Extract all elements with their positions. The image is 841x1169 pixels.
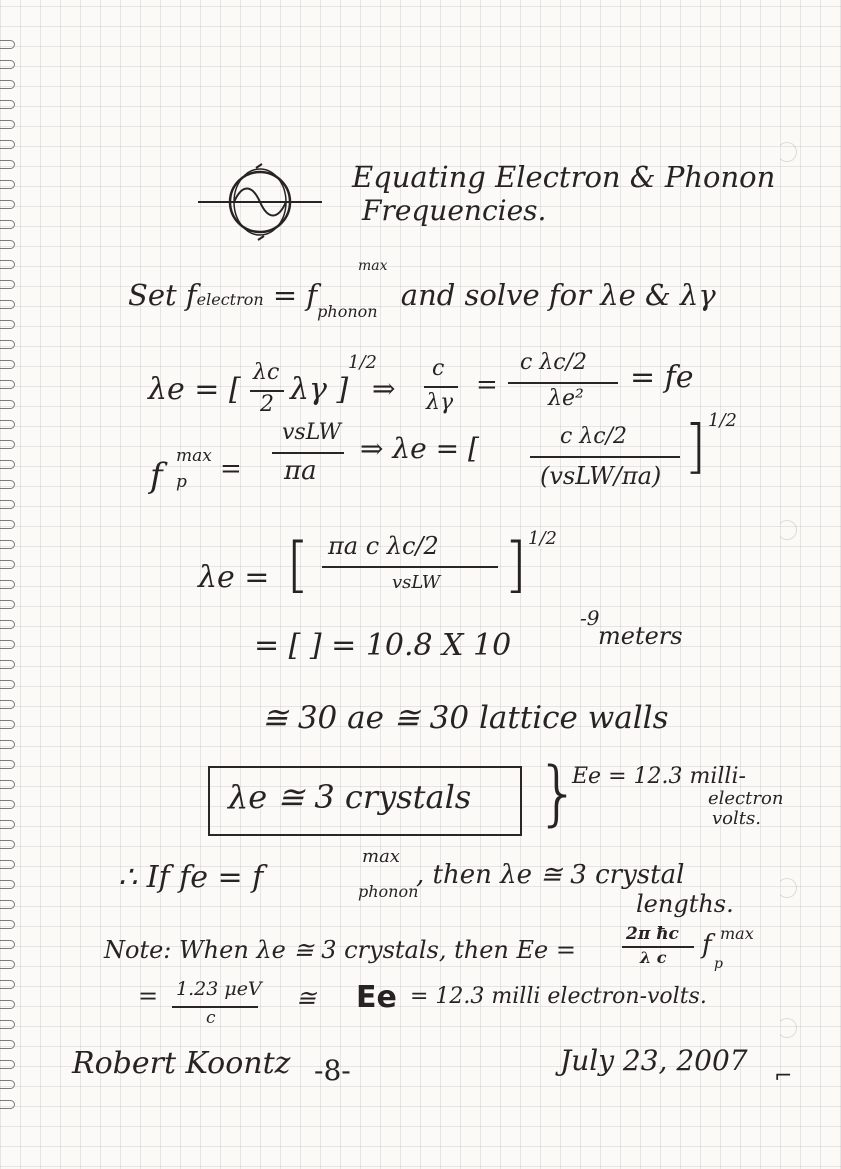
eq2-den: πa — [284, 456, 317, 486]
spiral-ring — [0, 580, 15, 589]
spiral-ring — [0, 200, 15, 209]
spiral-ring — [0, 260, 15, 269]
spiral-ring — [0, 400, 15, 409]
spiral-ring — [0, 380, 15, 389]
spiral-ring — [0, 300, 15, 309]
eq2-num: vsLW — [282, 420, 342, 445]
eq3-right-bracket: ] — [504, 530, 528, 600]
eq2-bden: (vsLW/πa) — [540, 462, 662, 490]
eq2-num-bar — [272, 452, 344, 454]
note-sub: p — [714, 956, 723, 972]
spiral-ring — [0, 980, 15, 989]
punch-hole — [777, 878, 797, 898]
energy-line3: volts. — [712, 808, 761, 829]
spiral-ring — [0, 1000, 15, 1009]
spiral-ring — [0, 1080, 15, 1089]
eq3-lhs: λe = — [198, 560, 270, 595]
eq1-lg2: λγ — [426, 390, 454, 415]
eq3-left-bracket: [ — [286, 530, 310, 600]
conclusion-sub: phonon — [358, 882, 419, 901]
spiral-ring — [0, 540, 15, 549]
set-rest: and solve for λe & λγ — [400, 278, 716, 312]
eq1-c-bar — [424, 386, 458, 388]
spiral-ring — [0, 920, 15, 929]
energy-line2: electron — [708, 788, 784, 809]
spiral-ring — [0, 240, 15, 249]
note2-rest: = 12.3 milli electron-volts. — [410, 984, 707, 1009]
spiral-ring — [0, 1020, 15, 1029]
eq5-text: ≅ 30 ae ≅ 30 lattice walls — [262, 700, 669, 736]
spiral-ring — [0, 880, 15, 889]
date: July 23, 2007 — [560, 1044, 748, 1077]
note2-eq: = — [138, 982, 159, 1010]
spiral-ring — [0, 560, 15, 569]
eq2-pow: 1/2 — [708, 410, 737, 431]
page-number: -8- — [314, 1054, 351, 1087]
spiral-ring — [0, 760, 15, 769]
author-signature: Robert Koontz — [72, 1046, 291, 1081]
note2-energy-symbol: Ee — [356, 980, 397, 1015]
spiral-ring — [0, 520, 15, 529]
spiral-binding — [0, 40, 16, 1140]
spiral-ring — [0, 820, 15, 829]
set-sub2: phonon — [317, 302, 378, 321]
note-den: λ c — [640, 948, 667, 967]
set-lead: Set f — [128, 278, 197, 312]
spiral-ring — [0, 620, 15, 629]
spiral-ring — [0, 720, 15, 729]
note-text: Note: When λe ≅ 3 crystals, then Ee = — [104, 936, 576, 964]
conclusion-sup: max — [362, 846, 400, 867]
spiral-ring — [0, 280, 15, 289]
eq1-lhs: λe = [ — [148, 372, 241, 407]
eq3-num: πa c λc/2 — [328, 532, 439, 560]
note2-num: 1.23 μeV — [176, 978, 262, 1000]
spiral-ring — [0, 740, 15, 749]
spiral-ring — [0, 600, 15, 609]
set-sub: electron — [196, 290, 264, 309]
brace: } — [536, 752, 581, 834]
conclusion-line2: lengths. — [636, 890, 734, 918]
eq4-unit: meters — [598, 622, 683, 650]
eq1-num-bar — [508, 382, 618, 384]
spiral-ring — [0, 100, 15, 109]
note-f: f — [702, 930, 712, 960]
wave-circle-sketch — [196, 158, 326, 246]
eq1-pow: 1/2 — [348, 352, 377, 373]
spiral-ring — [0, 800, 15, 809]
eq1-num: c λc/2 — [520, 350, 587, 375]
punch-hole — [777, 142, 797, 162]
punch-hole — [777, 520, 797, 540]
spiral-ring — [0, 220, 15, 229]
spiral-ring — [0, 480, 15, 489]
spiral-ring — [0, 1040, 15, 1049]
eq3-pow: 1/2 — [528, 528, 557, 549]
spiral-ring — [0, 700, 15, 709]
eq4-text: = [ ] = 10.8 X 10 — [254, 628, 512, 663]
eq2-right-bracket: ] — [684, 412, 707, 480]
eq4-exp: -9 — [580, 606, 600, 630]
boxed-result: λe ≅ 3 crystals — [228, 778, 472, 816]
spiral-ring — [0, 340, 15, 349]
page-title-line2: Frequencies. — [362, 194, 547, 227]
eq1-arrow: ⇒ — [372, 372, 396, 405]
eq1-den: λe² — [548, 386, 584, 411]
eq1-eq: = — [476, 370, 498, 400]
page-title-line1: Equating Electron & Phonon — [352, 160, 776, 194]
spiral-ring — [0, 940, 15, 949]
eq2-bnum: c λc/2 — [560, 424, 627, 449]
eq2-f: f — [150, 456, 163, 496]
spiral-ring — [0, 660, 15, 669]
note-num: 2π ħc — [626, 924, 679, 944]
spiral-ring — [0, 640, 15, 649]
spiral-ring — [0, 360, 15, 369]
spiral-ring — [0, 420, 15, 429]
eq3-bar — [322, 566, 498, 568]
note2-approx: ≅ — [296, 984, 317, 1012]
eq2-sub: p — [176, 472, 187, 492]
energy-label: Ee = 12.3 milli- — [572, 764, 746, 789]
spiral-ring — [0, 900, 15, 909]
spiral-ring — [0, 1100, 15, 1109]
spiral-ring — [0, 80, 15, 89]
spiral-ring — [0, 440, 15, 449]
spiral-ring — [0, 160, 15, 169]
spiral-ring — [0, 40, 15, 49]
eq2-arrow: ⇒ λe = [ — [360, 432, 479, 465]
note2-den: c — [206, 1008, 216, 1028]
spiral-ring — [0, 140, 15, 149]
spiral-ring — [0, 780, 15, 789]
set-sup: max — [358, 258, 388, 274]
set-eq: = f — [272, 278, 318, 312]
eq1-lg: λγ ] — [290, 372, 349, 407]
spiral-ring — [0, 320, 15, 329]
eq2-bnum-bar — [530, 456, 680, 458]
spiral-ring — [0, 1060, 15, 1069]
eq1-c: c — [432, 356, 445, 381]
spiral-ring — [0, 500, 15, 509]
set-line — [128, 278, 716, 321]
eq3-den: vsLW — [392, 572, 441, 593]
punch-hole — [777, 1018, 797, 1038]
spiral-ring — [0, 840, 15, 849]
note-sup: max — [720, 924, 754, 943]
spiral-ring — [0, 120, 15, 129]
corner-mark: ⌐ — [774, 1064, 793, 1089]
spiral-ring — [0, 860, 15, 869]
spiral-ring — [0, 960, 15, 969]
conclusion-lead: ∴ If fe = f — [118, 860, 264, 895]
spiral-ring — [0, 680, 15, 689]
spiral-ring — [0, 460, 15, 469]
spiral-ring — [0, 60, 15, 69]
conclusion-rest: , then λe ≅ 3 crystal — [416, 860, 685, 890]
eq2-eq: = — [220, 454, 242, 484]
spiral-ring — [0, 180, 15, 189]
eq2-sup: max — [176, 446, 212, 466]
eq1-frac-den: 2 — [260, 392, 274, 417]
eq1-fe: = fe — [630, 360, 694, 395]
eq1-frac-num: λc — [253, 360, 280, 385]
